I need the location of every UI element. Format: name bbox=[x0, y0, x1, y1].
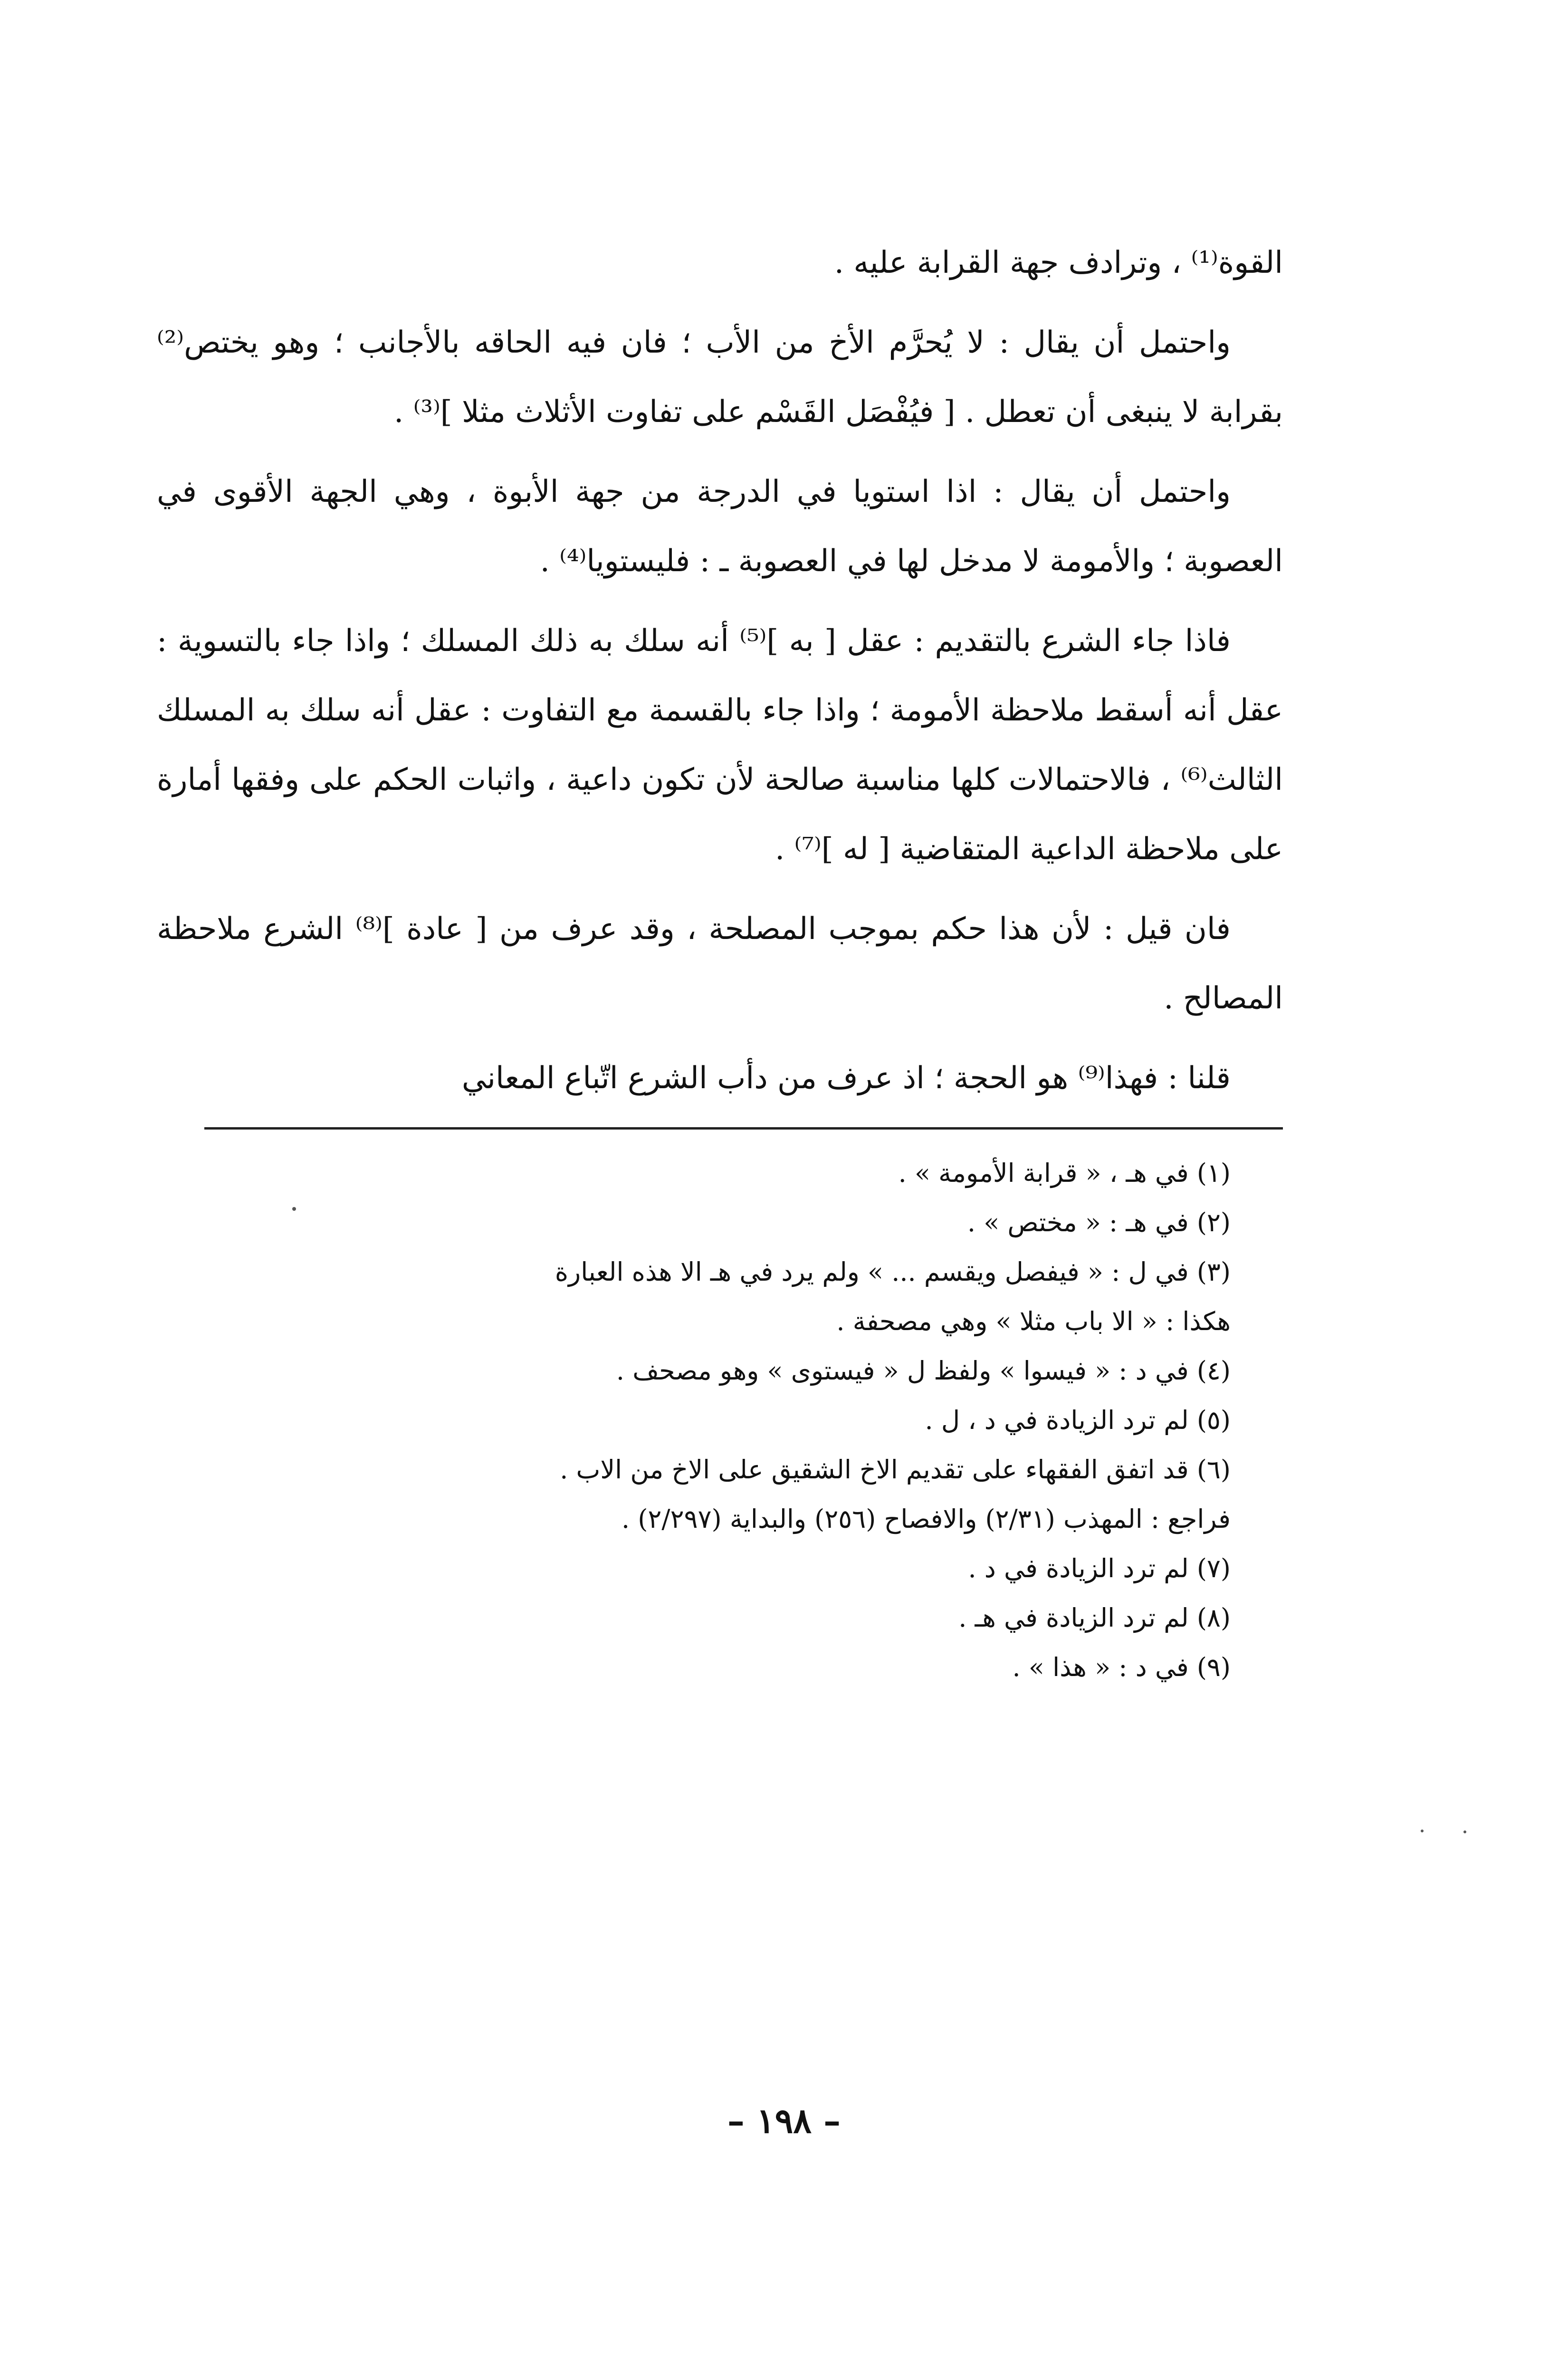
scan-speck bbox=[1463, 1830, 1466, 1833]
main-text bbox=[157, 228, 1283, 1113]
footnote-5: (٥) لم ترد الزيادة في د ، ل . bbox=[925, 1405, 1231, 1435]
page-number: – ١٩٨ – bbox=[727, 2100, 841, 2141]
footnote-3-continuation: هكذا : « الا باب مثلا » وهي مصحفة . bbox=[836, 1306, 1231, 1336]
footnote-1: (١) في هـ ، « قرابة الأمومة » . bbox=[898, 1158, 1231, 1188]
scan-speck bbox=[292, 1207, 296, 1211]
footnote-8: (٨) لم ترد الزيادة في هـ . bbox=[958, 1603, 1231, 1633]
footnote-3: (٣) في ل : « فيفصل ويقسم ... » ولم يرد في هـ الا هذه العبارة bbox=[555, 1257, 1231, 1287]
paragraph-2: واحتمل أن يقال : لا يُحرَّم الأخ من الأب ؛ فان فيه الحاقه بالأجانب ؛ وهو يختص⁽²⁾ بقرابة لا ينبغى أن تعطل . [ فيُفْصَل القَسْم على تفاوت الأثلاث مثلا ]⁽³⁾ . bbox=[157, 325, 1283, 430]
paragraph-5: فان قيل : لأن هذا حكم بموجب المصلحة ، وقد عرف من [ عادة ]⁽⁸⁾ الشرع ملاحظة المصالح . bbox=[157, 911, 1283, 1016]
footnote-divider bbox=[204, 1127, 1283, 1130]
footnote-4: (٤) في د : « فيسوا » ولفظ ل « فيستوى » وهو مصحف . bbox=[616, 1356, 1231, 1386]
footnotes bbox=[157, 1149, 1283, 1692]
scan-speck bbox=[1421, 1830, 1424, 1832]
footnote-7: (٧) لم ترد الزيادة في د . bbox=[968, 1553, 1231, 1583]
footnote-6: (٦) قد اتفق الفقهاء على تقديم الاخ الشقيق على الاخ من الاب . bbox=[560, 1455, 1231, 1485]
footnote-2: (٢) في هـ : « مختص » . bbox=[967, 1207, 1231, 1237]
footnote-6-continuation: فراجع : المهذب (٢/٣١) والافصاح (٢٥٦) والبداية (٢/٢٩٧) . bbox=[621, 1504, 1231, 1534]
paragraph-1: القوة⁽¹⁾ ، وترادف جهة القرابة عليه . bbox=[834, 245, 1283, 280]
paragraph-4: فاذا جاء الشرع بالتقديم : عقل [ به ]⁽⁵⁾ أنه سلك به ذلك المسلك ؛ واذا جاء بالتسوية : عقل أنه أسقط ملاحظة الأمومة ؛ واذا جاء بالقسمة مع التفاوت : عقل أنه سلك به المسلك الثالث⁽⁶⁾ ، فالاحتمالات كلها مناسبة صالحة لأن تكون داعية ، واثبات الحكم على وفقها أمارة على ملاحظة الداعية المتقاضية [ له ]⁽⁷⁾ . bbox=[157, 623, 1283, 867]
footnote-9: (٩) في د : « هذا » . bbox=[1012, 1652, 1231, 1682]
paragraph-6: قلنا : فهذا⁽⁹⁾ هو الحجة ؛ اذ عرف من دأب الشرع اتّباع المعاني bbox=[461, 1061, 1231, 1096]
paragraph-3: واحتمل أن يقال : اذا استويا في الدرجة من جهة الأبوة ، وهي الجهة الأقوى في العصوبة ؛ والأمومة لا مدخل لها في العصوبة ـ : فليستويا⁽⁴⁾ . bbox=[157, 474, 1283, 579]
page-content bbox=[157, 228, 1283, 1692]
